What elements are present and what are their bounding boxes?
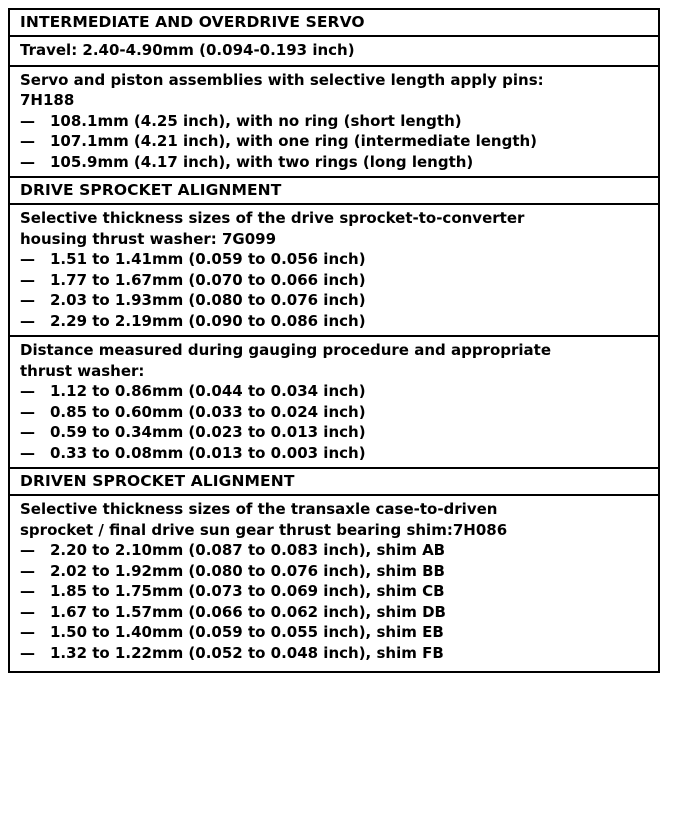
dash-bullet: —: [20, 443, 35, 462]
list-item: [20, 152, 650, 173]
list-item-text: 1.77 to 1.67mm (0.070 to 0.066 inch): [50, 270, 366, 289]
list-item-text: 0.33 to 0.08mm (0.013 to 0.003 inch): [50, 443, 366, 462]
list-item-text: 0.85 to 0.60mm (0.033 to 0.024 inch): [50, 402, 366, 421]
list-item: [20, 443, 650, 464]
dash-bullet: —: [20, 541, 35, 559]
dash-bullet: —: [20, 423, 35, 441]
list-item-text: 1.85 to 1.75mm (0.073 to 0.069 inch), shim CB: [50, 582, 445, 600]
dash-bullet: —: [20, 382, 35, 400]
dash-bullet: —: [20, 561, 35, 580]
dash-bullet: —: [20, 311, 35, 330]
list-item: [20, 402, 650, 423]
dash-bullet: —: [20, 132, 35, 150]
list-item-text: 2.29 to 2.19mm (0.090 to 0.086 inch): [50, 311, 366, 330]
spec-block-servo-apply-pins: [10, 67, 658, 179]
spec-block-driven-sprocket-shim-sizes: [10, 496, 658, 671]
list-item-text: 1.12 to 0.86mm (0.044 to 0.034 inch): [50, 382, 366, 400]
list-item-text: 1.67 to 1.57mm (0.066 to 0.062 inch), shim DB: [50, 602, 446, 621]
dash-bullet: —: [20, 643, 35, 662]
list-item: [20, 270, 650, 291]
list-item: [20, 311, 650, 332]
spec-text-line: sprocket / final drive sun gear thrust bearing shim:7H086: [20, 520, 508, 539]
spec-block-gauging-distance: [10, 337, 658, 469]
section-title-intermediate-overdrive-servo: INTERMEDIATE AND OVERDRIVE SERVO: [10, 10, 658, 37]
list-item-text: 105.9mm (4.17 inch), with two rings (long length): [50, 152, 474, 171]
spec-block-drive-sprocket-washer-sizes: [10, 205, 658, 337]
part-number: 7H188: [20, 91, 75, 109]
dash-bullet: —: [20, 152, 35, 171]
dash-bullet: —: [20, 250, 35, 268]
spec-text-line: Travel: 2.40-4.90mm (0.094-0.193 inch): [20, 41, 355, 59]
list-item: [20, 540, 650, 561]
spec-text-line: Selective thickness sizes of the transaxle case-to-driven: [20, 500, 498, 518]
section-title-drive-sprocket-alignment: DRIVE SPROCKET ALIGNMENT: [10, 178, 658, 205]
list-item-text: 107.1mm (4.21 inch), with one ring (intermediate length): [50, 132, 538, 150]
dash-bullet: —: [20, 402, 35, 421]
list-item: [20, 581, 650, 602]
list-item: [20, 381, 650, 402]
list-item: [20, 643, 650, 664]
list-item-text: 108.1mm (4.25 inch), with no ring (short length): [50, 111, 462, 130]
list-item-text: 0.59 to 0.34mm (0.023 to 0.013 inch): [50, 423, 366, 441]
list-item-text: 2.03 to 1.93mm (0.080 to 0.076 inch): [50, 291, 366, 309]
list-item: [20, 561, 650, 582]
list-item-text: 2.02 to 1.92mm (0.080 to 0.076 inch), shim BB: [50, 561, 445, 580]
spec-text-line: housing thrust washer: 7G099: [20, 229, 277, 248]
list-item: [20, 290, 650, 311]
list-item: [20, 111, 650, 132]
dash-bullet: —: [20, 111, 35, 130]
list-item-text: 1.51 to 1.41mm (0.059 to 0.056 inch): [50, 250, 366, 268]
list-item-text: 1.32 to 1.22mm (0.052 to 0.048 inch), shim FB: [50, 643, 444, 662]
dash-bullet: —: [20, 602, 35, 621]
list-item: [20, 422, 650, 443]
list-item-text: 1.50 to 1.40mm (0.059 to 0.055 inch), shim EB: [50, 623, 444, 641]
list-item-text: 2.20 to 2.10mm (0.087 to 0.083 inch), shim AB: [50, 541, 446, 559]
dash-bullet: —: [20, 582, 35, 600]
spec-text-line: Selective thickness sizes of the drive sprocket-to-converter: [20, 209, 525, 227]
spec-text-line: Servo and piston assemblies with selective length apply pins:: [20, 70, 544, 89]
specification-table: [8, 8, 660, 673]
spec-text-line: Distance measured during gauging procedure and appropriate: [20, 341, 552, 359]
list-item: [20, 249, 650, 270]
dash-bullet: —: [20, 291, 35, 309]
list-item: [20, 131, 650, 152]
dash-bullet: —: [20, 623, 35, 641]
spec-text-line: thrust washer:: [20, 361, 145, 380]
list-item: [20, 602, 650, 623]
spec-block-servo-travel: [10, 37, 658, 67]
dash-bullet: —: [20, 270, 35, 289]
section-title-driven-sprocket-alignment: DRIVEN SPROCKET ALIGNMENT: [10, 469, 658, 496]
list-item: [20, 622, 650, 643]
